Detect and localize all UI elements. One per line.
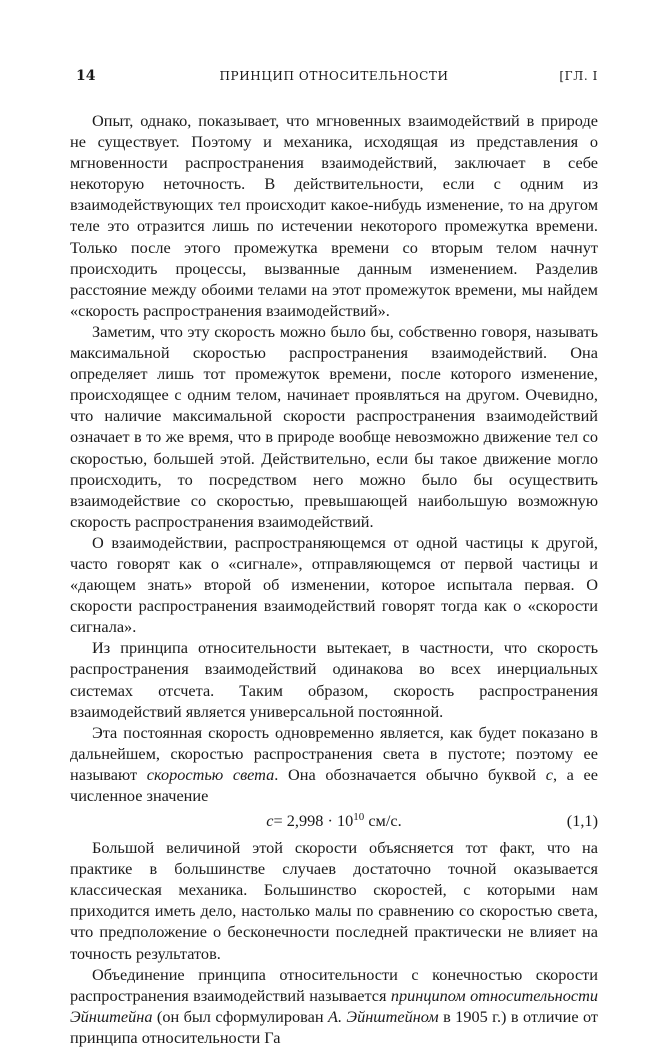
variable-c: c	[545, 764, 553, 784]
paragraph: Из принципа относительности вытекает, в частности, что скорость распространения взаимодействий одинакова во всех инерциальных системах отсчета. Таким образом, скорость распространения взаимодействий является универсальной постоянной.	[70, 638, 598, 721]
paragraph-text: , а ее численное значение	[70, 764, 598, 805]
equation-unit: см/с.	[364, 811, 402, 831]
paragraph	[70, 964, 598, 1048]
equation-body	[70, 807, 598, 834]
equation-1-1	[70, 807, 598, 834]
page-number: 14	[76, 68, 96, 84]
term-einstein-principle: принципом относительности Эйнштейна	[70, 985, 598, 1026]
running-title: ПРИНЦИП ОТНОСИТЕЛЬНОСТИ	[219, 69, 449, 83]
paragraph-text: Эта постоянная скорость одновременно является, как будет показано в дальнейшем, скоростью распространения света в пустоте; поэтому ее называют	[70, 722, 598, 784]
paragraph: Большой величиной этой скорости объясняется тот факт, что на практике в большинстве случаев достаточно точной оказывается классическая механика. Большинство скоростей, с которыми нам приходится иметь дело, настолько малы по сравнению со скоростью света, что предположение о бесконечности последней практически не влияет на точность результатов.	[70, 838, 598, 963]
book-page	[70, 68, 598, 1048]
chapter-mark: [ГЛ. I	[559, 69, 598, 83]
paragraph: О взаимодействии, распространяющемся от одной частицы к другой, часто говорят как о «сигнале», отправляющемся от первой частицы и «дающем знать» второй об изменении, которое испытала первая. О скорости распространения взаимодействий говорят тогда как о «скорости сигнала».	[70, 532, 598, 637]
paragraph-text: Объединение принципа относительности с конечностью скорости распространения взаимодействий называется	[70, 964, 598, 1005]
paragraph	[70, 722, 598, 806]
paragraph: Опыт, однако, показывает, что мгновенных взаимодействий в природе не существует. Поэтому и механика, исходящая из представления о мгновенности распространения взаимодействий, заключает в себе некоторую неточность. В действительности, если с одним из взаимодействующих тел происходит какое-нибудь изменение, то на другом теле это отразится лишь по истечении некоторого промежутка времени. Только после этого промежутка времени со вторым телом начнут происходить процессы, вызванные данным изменением. Разделив расстояние между обоими телами на этот промежуток времени, мы найдем «скорость распространения взаимодействий».	[70, 111, 598, 320]
term-speed-of-light: скоростью света	[146, 764, 275, 784]
equation-variable: c	[266, 811, 274, 831]
body-text	[70, 110, 598, 1048]
paragraph-text: в 1905 г.) в отличие от принципа относительности Га	[70, 1006, 598, 1047]
page-header	[70, 68, 598, 90]
paragraph-text: (он был сформулирован	[152, 1006, 328, 1026]
author-name: А. Эйнштейном	[328, 1006, 439, 1026]
equation-number: (1,1)	[566, 811, 598, 831]
equation-value: = 2,998 · 10	[273, 811, 354, 831]
equation-exponent: 10	[353, 811, 365, 824]
paragraph-text: . Она обозначается обычно буквой	[274, 764, 546, 784]
paragraph: Заметим, что эту скорость можно было бы, собственно говоря, называть максимальной скоростью распространения взаимодействий. Она определяет лишь тот промежуток времени, после которого изменение, происходящее с одним телом, начинает проявляться на другом. Очевидно, что наличие максимальной скорости распространения взаимодействий означает в то же время, что в природе вообще невозможно движение тел со скоростью, большей этой. Действительно, если бы такое движение могло происходить, то посредством него можно было бы осуществить взаимодействие со скоростью, превышающей наибольшую возможную скорость распространения взаимодействий.	[70, 321, 598, 531]
